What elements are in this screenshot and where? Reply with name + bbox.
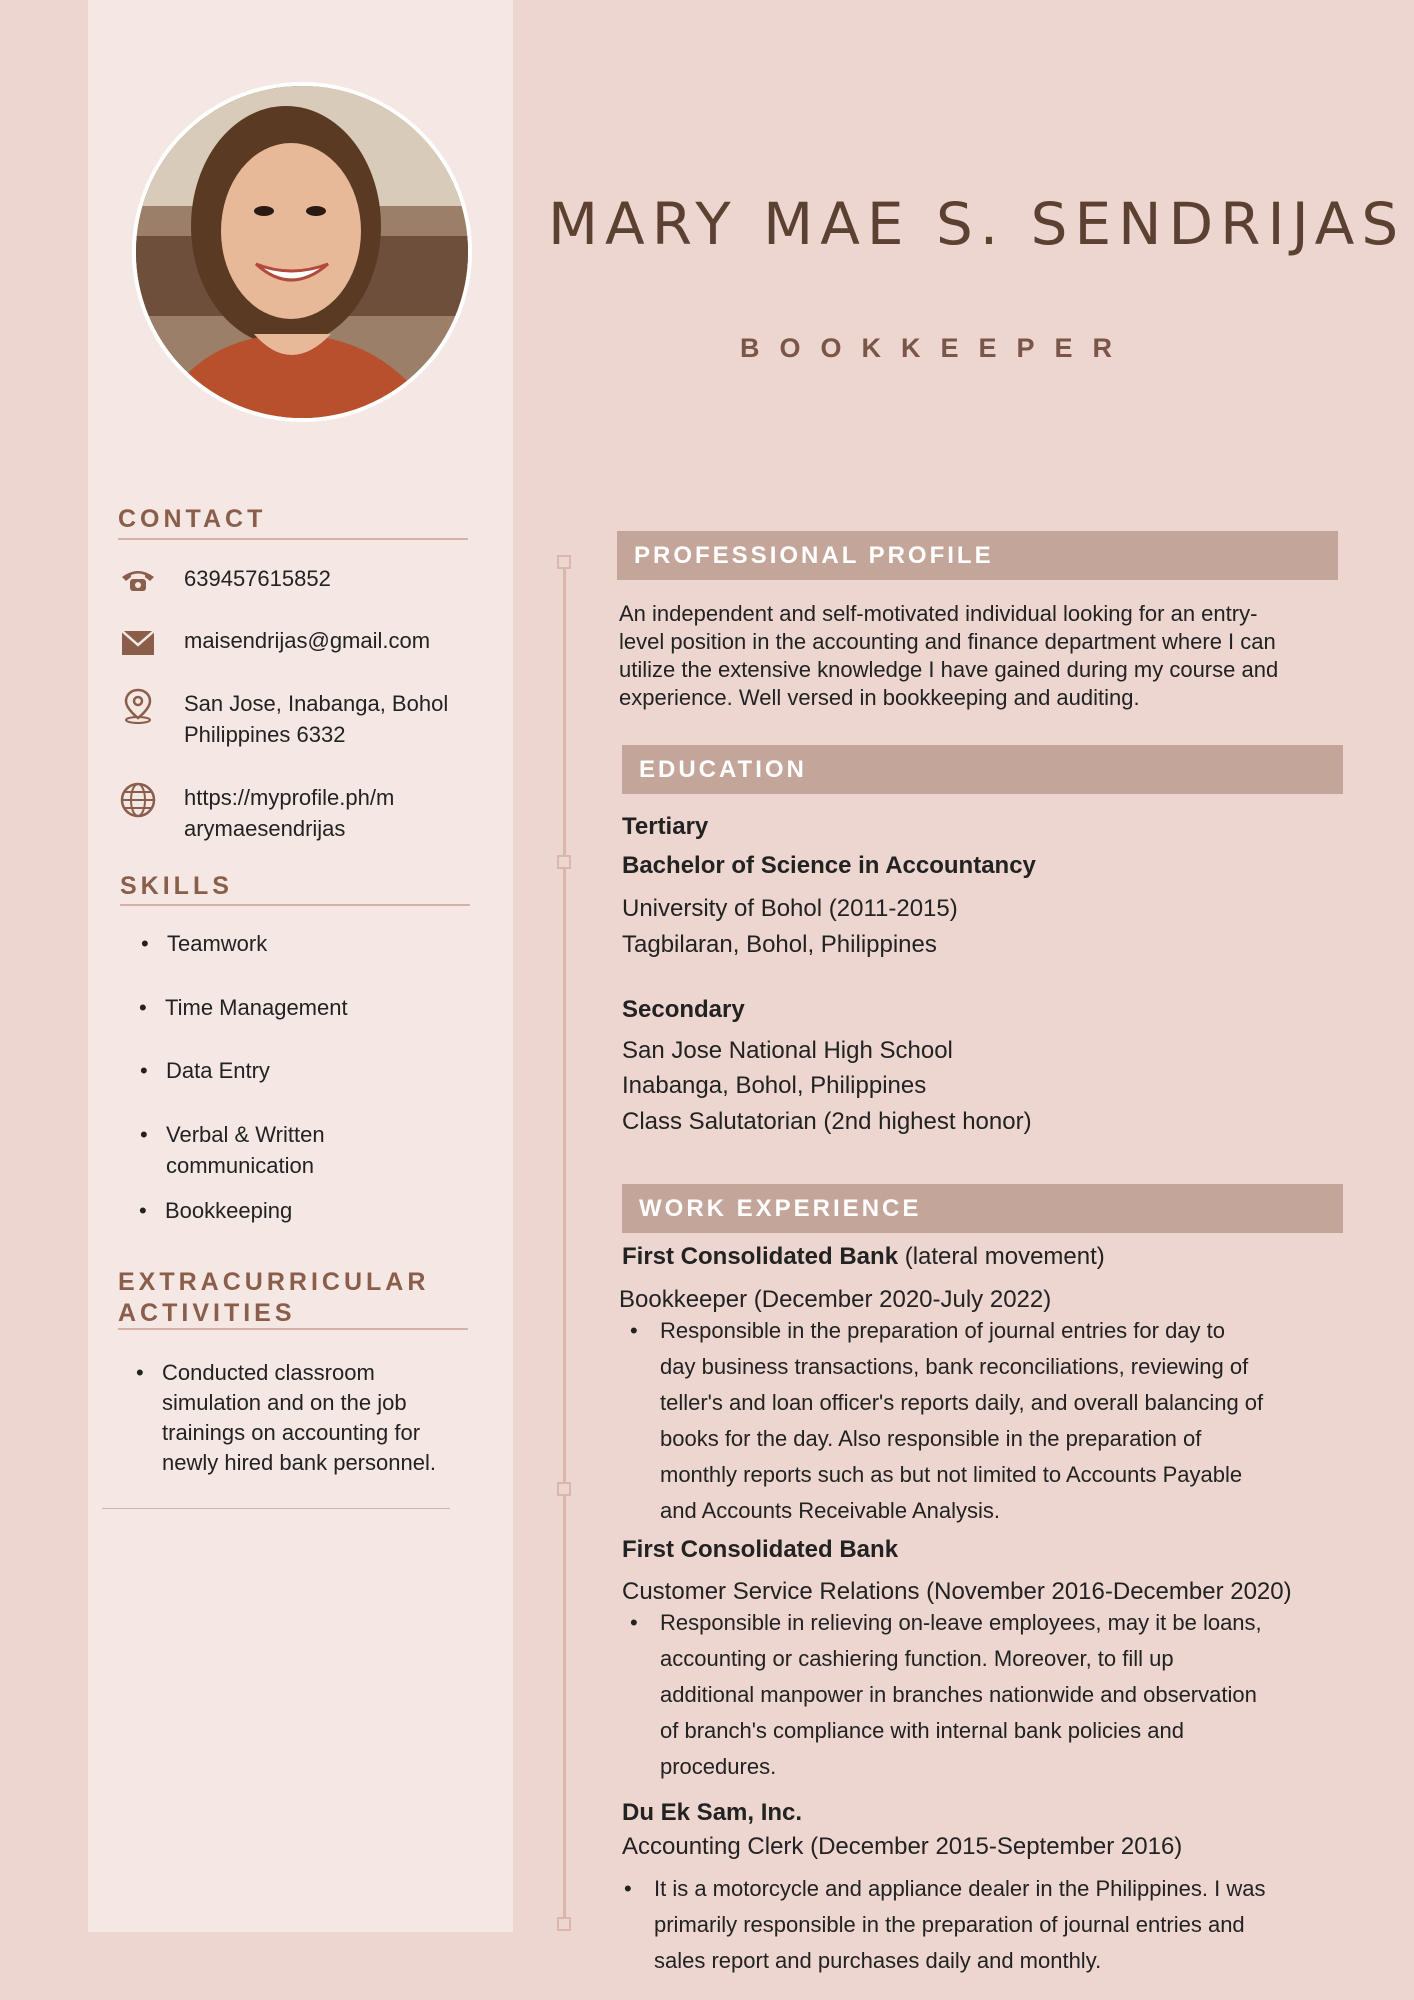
job2-company: First Consolidated Bank [622, 1536, 899, 1563]
profile-heading: PROFESSIONAL PROFILE [617, 531, 1338, 580]
degree: Bachelor of Science in Accountancy [622, 852, 1036, 879]
job2-role: Customer Service Relations (November 2016-December 2020) [622, 1578, 1292, 1605]
contact-heading: CONTACT [118, 505, 267, 533]
secondary-location: Inabanga, Bohol, Philippines [622, 1072, 927, 1099]
skill-item: • Teamwork [167, 929, 267, 959]
education-heading: EDUCATION [622, 745, 1343, 794]
skill-item: • Bookkeeping [165, 1196, 292, 1226]
tertiary-school: University of Bohol (2011-2015) [622, 895, 958, 922]
experience-heading: WORK EXPERIENCE [622, 1184, 1343, 1233]
profile-photo [132, 82, 472, 422]
email-icon [118, 625, 158, 661]
skill-item: • Data Entry [166, 1056, 270, 1086]
secondary-school: San Jose National High School [622, 1037, 953, 1064]
timeline-line [563, 560, 566, 1920]
skill-item-continued: communication [166, 1153, 314, 1178]
job1-note: (lateral movement) [898, 1243, 1105, 1270]
tertiary-location: Tagbilaran, Bohol, Philippines [622, 931, 937, 958]
timeline-node [557, 1482, 571, 1496]
email-link[interactable]: maisendrijas@gmail.com [184, 628, 431, 653]
job-title: BOOKKEEPER [740, 333, 1133, 363]
extracurricular-item: • Conducted classroom simulation and on the job trainings on accounting for newly hired bank personnel. [162, 1358, 436, 1478]
timeline-node [557, 555, 571, 569]
contact-phone [118, 563, 331, 599]
skill-item: • Verbal & Written [166, 1120, 325, 1150]
skills-divider [120, 904, 470, 906]
phone-icon [118, 563, 158, 599]
sidebar-bottom-divider [102, 1508, 450, 1509]
contact-divider [118, 538, 468, 540]
job3-description: • It is a motorcycle and appliance dealer in the Philippines. I was primarily responsible in the preparation of journal entries and sales report and purchases daily and monthly. [654, 1871, 1265, 1979]
job1-company-line [622, 1243, 1105, 1271]
address-line2: Philippines 6332 [184, 722, 346, 747]
job2-description: • Responsible in relieving on-leave employees, may it be loans, accounting or cashiering function. Moreover, to fill up additional manpower in branches nationwide and observation of branch's compliance with internal bank policies and procedures. [660, 1605, 1262, 1785]
skills-heading: SKILLS [120, 872, 233, 900]
website-line1[interactable]: https://myprofile.ph/m [184, 785, 395, 810]
job3-company: Du Ek Sam, Inc. [622, 1799, 803, 1826]
secondary-label: Secondary [622, 996, 745, 1023]
job1-company: First Consolidated Bank [622, 1243, 899, 1270]
location-pin-icon [118, 688, 158, 724]
contact-address [118, 688, 448, 750]
extracurricular-heading: EXTRACURRICULAR ACTIVITIES [118, 1268, 430, 1327]
phone-number: 639457615852 [184, 566, 331, 591]
contact-email [118, 625, 430, 661]
tertiary-label: Tertiary [622, 813, 709, 840]
skill-item: • Time Management [165, 993, 348, 1023]
job1-role: Bookkeeper (December 2020-July 2022) [619, 1286, 1052, 1313]
secondary-honor: Class Salutatorian (2nd highest honor) [622, 1108, 1032, 1135]
extracurricular-divider [118, 1328, 468, 1330]
profile-text: An independent and self-motivated individual looking for an entry- level position in the accounting and finance department where I can utilize the extensive knowledge I have gained during my course and experience. Well versed in bookkeeping and auditing. [619, 601, 1279, 710]
website-line2[interactable]: arymaesendrijas [184, 816, 346, 841]
full-name: MARY MAE S. SENDRIJAS [548, 190, 1406, 258]
timeline-node [557, 1917, 571, 1931]
address-line1: San Jose, Inabanga, Bohol [184, 691, 449, 716]
contact-website [118, 782, 394, 844]
globe-icon [118, 782, 158, 818]
job3-role: Accounting Clerk (December 2015-September 2016) [622, 1833, 1183, 1860]
job1-description: • Responsible in the preparation of journal entries for day to day business transactions, bank reconciliations, reviewing of teller's and loan officer's reports daily, and overall balancing of books for the day. Also responsible in the preparation of monthly reports such as but not limited to Accounts Payable and Accounts Receivable Analysis. [660, 1313, 1263, 1529]
timeline-node [557, 855, 571, 869]
